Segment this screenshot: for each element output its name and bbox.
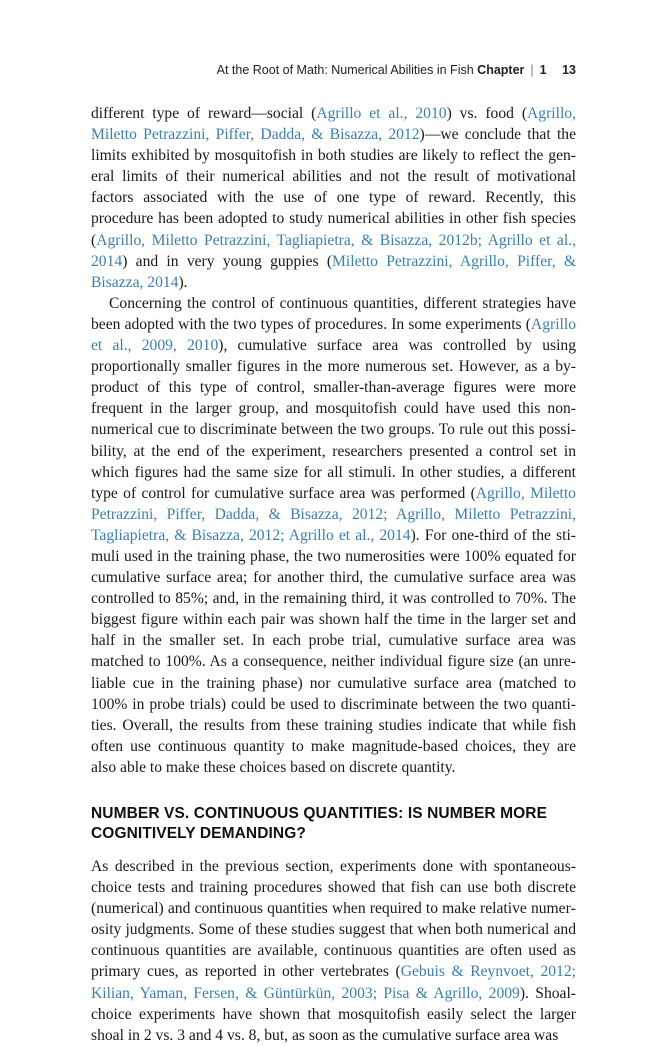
body-text: ). Shoal-choice experiments have shown that mosquitofish easily select the larger shoal in 2 vs. 3 and 4 vs. 8, but, as soon as the cumulative surface area was	[91, 984, 577, 1044]
body-text: different type of reward—social (	[91, 105, 317, 122]
body-text: ).	[178, 273, 188, 291]
body-text: ) vs. food (	[446, 105, 528, 122]
paragraph-1	[91, 103, 576, 293]
citation-link[interactable]: Miletto Petrazzini, Agrillo, Piffer, & Bisazza, 2014	[91, 252, 576, 291]
section-heading: NUMBER VS. CONTINUOUS QUANTITIES: IS NUMBER MORE COGNITIVELY DEMANDING?	[91, 805, 548, 842]
running-head-separator: |	[530, 63, 534, 77]
citation-link[interactable]: Agrillo, Miletto Petrazzini, Piffer, Dadda, & Bisazza, 2012	[91, 105, 576, 144]
citation-link[interactable]: Agrillo et al., 2010	[316, 105, 447, 122]
citation-link[interactable]: Agrillo, Miletto Petrazzini, Tagliapietra, & Bisazza, 2012b; Agrillo et al., 2014	[91, 231, 576, 270]
body-text: ). For one-third of the stimuli used in the training phase, the two numerosities were 100% equated for cumulative surface area; for another third, the cumulative surface area was controlled to 85%; and, in the remaining third, it was controlled to 70%. The biggest figure within each pair was shown half the time in the larger set and half in the smaller set. In each probe trial, cumulative surface area was matched to 100%. As a consequence, neither individual figure size (an unreliable cue in the training phase) nor cumulative surface area (matched to 100% in probe trials) could be used to discriminate between the two quantities. Overall, the results from these training studies indicate that while fish often use continuous quantity to make magnitude-based choices, they are also able to make these choices based on discrete quantity.	[91, 526, 576, 776]
running-head-chapter-label: Chapter	[477, 63, 525, 77]
paragraph-3	[91, 856, 576, 1046]
page-number: 13	[562, 63, 576, 77]
citation-link[interactable]: Agrillo et al., 2009, 2010	[91, 315, 576, 355]
citation-link[interactable]: Agrillo, Miletto Petrazzini, Piffer, Dadda, & Bisazza, 2012; Agrillo, Miletto Petrazzini, Tagliapietra, & Bisazza, 2012; Agrillo et al., 2014	[91, 484, 576, 544]
running-head-title: At the Root of Math: Numerical Abilities in Fish	[216, 63, 474, 77]
running-head	[96, 63, 576, 77]
body-text: ) and in very young guppies (	[122, 252, 333, 270]
running-head-chapter-number: 1	[539, 63, 547, 77]
body-text: )—we conclude that the limits exhibited by mosquitofish in both studies are likely to reflect the general limits of their numerical abilities and not the result of motivational factors associated with the use of one type of reward. Recently, this procedure has been adopted to study numerical abilities in other fish species (	[91, 126, 577, 249]
paragraph-2	[91, 293, 576, 778]
page-body	[91, 103, 576, 1046]
body-text: Concerning the control of continuous quantities, different strategies have been adopted with the two types of procedures. In some experiments (	[91, 294, 576, 333]
citation-link[interactable]: Gebuis & Reynvoet, 2012; Kilian, Yaman, Fersen, & Güntürkün, 2003; Pisa & Agrillo, 2009	[91, 963, 576, 1002]
body-text: ), cumulative surface area was controlled by using proportionally smaller figures in the more numerous set. However, as a by-product of this type of control, smaller-than-average figures were more frequent in the larger group, and mosquitofish could have used this nonnumerical cue to discriminate between the two groups. To rule out this possibility, at the end of the experiment, researchers presented a control set in which figures had the same size for all stimuli. In other studies, a different type of control for cumulative surface area was performed (	[91, 337, 576, 502]
body-text: As described in the previous section, experiments done with spontaneous-choice tests and training procedures showed that fish can use both discrete (numerical) and continuous quantities when required to make relative numerosity judgments. Some of these studies suggest that when both numerical and continuous quantities are available, continuous quantities are often used as primary cues, as reported in other vertebrates (	[91, 858, 576, 981]
